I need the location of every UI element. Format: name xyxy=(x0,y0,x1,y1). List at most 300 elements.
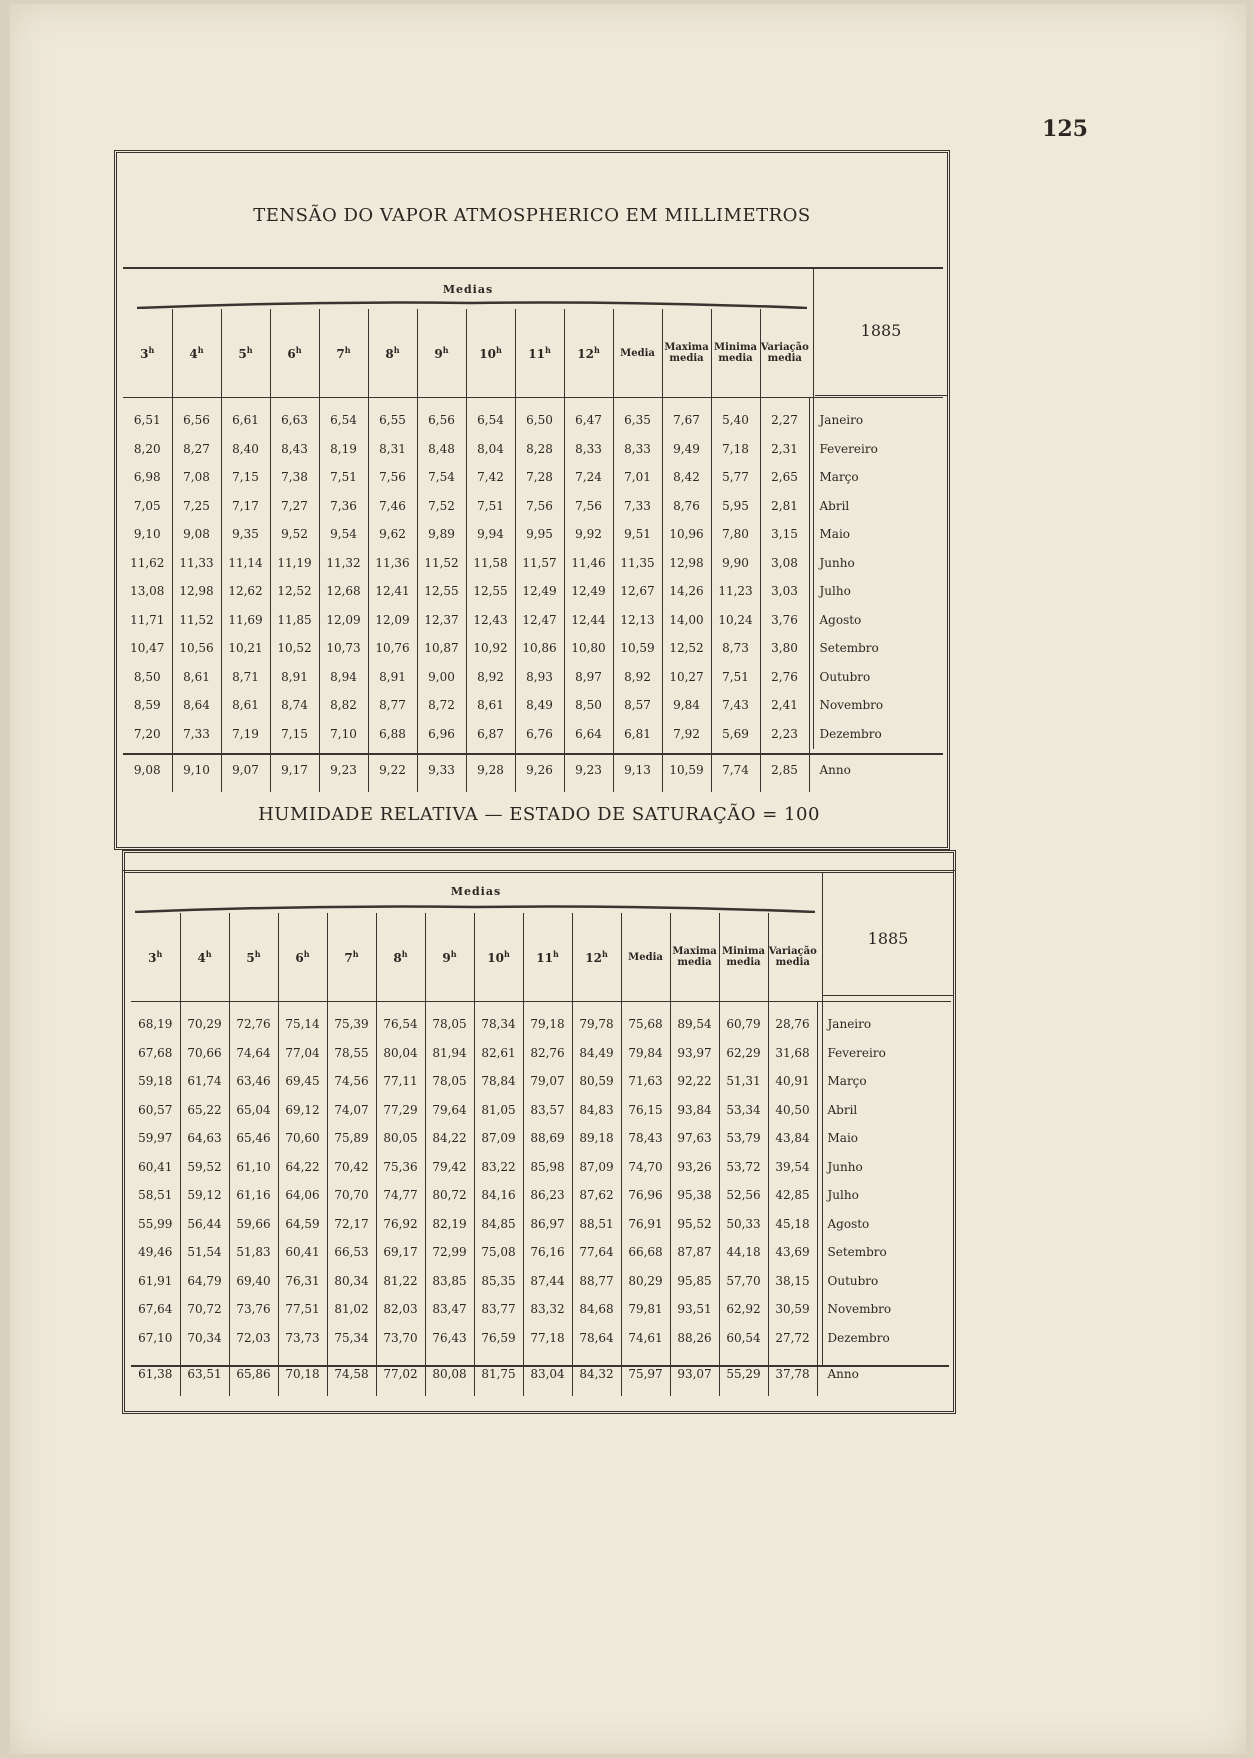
value-cell: 5,69 xyxy=(711,720,760,749)
table-row xyxy=(123,577,943,606)
value-cell: 8,61 xyxy=(221,691,270,720)
value-cell: 7,56 xyxy=(564,492,613,521)
value-cell: 9,54 xyxy=(319,520,368,549)
hour-header xyxy=(319,309,368,398)
value-cell: 7,92 xyxy=(662,720,711,749)
value-cell: 10,80 xyxy=(564,634,613,663)
scanned-page xyxy=(10,4,1246,1754)
value-cell: 12,09 xyxy=(368,606,417,635)
hour-value: 11 xyxy=(536,951,553,965)
value-cell: 7,18 xyxy=(711,435,760,464)
value-cell: 85,35 xyxy=(474,1267,523,1296)
value-cell: 8,97 xyxy=(564,663,613,692)
value-cell: 6,88 xyxy=(368,720,417,749)
value-cell: 7,51 xyxy=(711,663,760,692)
value-cell: 2,85 xyxy=(760,748,809,792)
value-cell: 38,15 xyxy=(768,1267,817,1296)
table-row xyxy=(131,1210,951,1239)
value-cell: 3,80 xyxy=(760,634,809,663)
stat-header-line: media xyxy=(718,353,753,364)
value-cell: 12,37 xyxy=(417,606,466,635)
value-cell: 76,59 xyxy=(474,1324,523,1353)
value-cell: 74,56 xyxy=(327,1067,376,1096)
value-cell: 65,86 xyxy=(229,1352,278,1396)
value-cell: 73,73 xyxy=(278,1324,327,1353)
value-cell: 84,22 xyxy=(425,1124,474,1153)
value-cell: 81,05 xyxy=(474,1096,523,1125)
value-cell: 12,62 xyxy=(221,577,270,606)
value-cell: 8,31 xyxy=(368,435,417,464)
table-row xyxy=(123,492,943,521)
value-cell: 59,66 xyxy=(229,1210,278,1239)
value-cell: 8,04 xyxy=(466,435,515,464)
table-row xyxy=(131,1010,951,1039)
hour-header xyxy=(221,309,270,398)
value-cell: 52,56 xyxy=(719,1181,768,1210)
value-cell: 51,31 xyxy=(719,1067,768,1096)
value-cell: 65,46 xyxy=(229,1124,278,1153)
title-rule xyxy=(123,267,943,269)
month-label: Setembro xyxy=(809,634,943,663)
value-cell: 7,33 xyxy=(172,720,221,749)
hour-suffix: h xyxy=(544,345,551,355)
value-cell: 70,18 xyxy=(278,1352,327,1396)
value-cell: 53,72 xyxy=(719,1153,768,1182)
table-row xyxy=(131,1295,951,1324)
value-cell: 8,76 xyxy=(662,492,711,521)
value-cell: 3,76 xyxy=(760,606,809,635)
value-cell: 7,33 xyxy=(613,492,662,521)
value-cell: 72,17 xyxy=(327,1210,376,1239)
table-row xyxy=(123,691,943,720)
value-cell: 75,97 xyxy=(621,1352,670,1396)
value-cell: 8,93 xyxy=(515,663,564,692)
value-cell: 63,51 xyxy=(180,1352,229,1396)
table-row xyxy=(131,1267,951,1296)
table-row xyxy=(123,634,943,663)
value-cell: 7,51 xyxy=(319,463,368,492)
value-cell: 12,52 xyxy=(270,577,319,606)
value-cell: 6,96 xyxy=(417,720,466,749)
value-cell: 82,19 xyxy=(425,1210,474,1239)
value-cell: 55,99 xyxy=(138,1216,173,1231)
value-cell: 79,07 xyxy=(523,1067,572,1096)
hour-suffix: h xyxy=(393,345,400,355)
value-cell: 74,58 xyxy=(327,1352,376,1396)
hour-suffix: h xyxy=(197,345,204,355)
stat-header-line: Media xyxy=(628,951,663,963)
value-cell: 11,14 xyxy=(221,549,270,578)
value-cell: 51,54 xyxy=(180,1238,229,1267)
value-cell: 5,95 xyxy=(711,492,760,521)
value-cell: 64,63 xyxy=(180,1124,229,1153)
value-cell: 93,07 xyxy=(670,1352,719,1396)
value-cell: 6,81 xyxy=(613,720,662,749)
value-cell: 74,77 xyxy=(376,1181,425,1210)
value-cell: 84,85 xyxy=(474,1210,523,1239)
value-cell: 7,52 xyxy=(417,492,466,521)
value-cell: 8,91 xyxy=(368,663,417,692)
value-cell: 9,22 xyxy=(368,748,417,792)
value-cell: 76,96 xyxy=(621,1181,670,1210)
value-cell: 61,38 xyxy=(138,1367,173,1381)
value-cell: 77,18 xyxy=(523,1324,572,1353)
value-cell: 9,94 xyxy=(466,520,515,549)
value-cell: 9,13 xyxy=(613,748,662,792)
value-cell: 71,63 xyxy=(621,1067,670,1096)
month-header xyxy=(809,309,943,398)
hour-header xyxy=(425,913,474,1002)
value-cell: 58,51 xyxy=(138,1188,173,1203)
page-number: 125 xyxy=(1042,116,1088,142)
value-cell: 10,92 xyxy=(466,634,515,663)
stat-header-line: media xyxy=(775,957,810,968)
value-cell: 9,33 xyxy=(417,748,466,792)
value-cell: 8,42 xyxy=(662,463,711,492)
value-cell: 8,33 xyxy=(613,435,662,464)
stat-header-line: media xyxy=(726,957,761,968)
hour-value: 12 xyxy=(577,347,594,361)
value-cell: 85,98 xyxy=(523,1153,572,1182)
table-row xyxy=(123,549,943,578)
header-row xyxy=(123,309,943,398)
table-row xyxy=(123,435,943,464)
value-cell: 75,68 xyxy=(621,1010,670,1039)
value-cell: 83,04 xyxy=(523,1352,572,1396)
value-cell: 61,10 xyxy=(229,1153,278,1182)
table2-bottom-rule xyxy=(131,1365,949,1367)
year-label: 1885 xyxy=(860,321,902,340)
value-cell: 8,28 xyxy=(515,435,564,464)
value-cell: 9,51 xyxy=(613,520,662,549)
stat-header xyxy=(719,913,768,1002)
table-row xyxy=(123,606,943,635)
value-cell: 6,56 xyxy=(417,406,466,435)
value-cell: 43,69 xyxy=(768,1238,817,1267)
value-cell: 75,14 xyxy=(278,1010,327,1039)
value-cell: 7,17 xyxy=(221,492,270,521)
value-cell: 7,51 xyxy=(466,492,515,521)
value-cell: 9,95 xyxy=(515,520,564,549)
value-cell: 87,09 xyxy=(474,1124,523,1153)
hour-suffix: h xyxy=(344,345,351,355)
month-label: Novembro xyxy=(809,691,943,720)
value-cell: 74,70 xyxy=(621,1153,670,1182)
value-cell: 76,15 xyxy=(621,1096,670,1125)
month-label: Dezembro xyxy=(817,1324,951,1353)
table-row xyxy=(131,1096,951,1125)
value-cell: 6,87 xyxy=(466,720,515,749)
stat-header xyxy=(768,913,817,1002)
value-cell: 11,52 xyxy=(172,606,221,635)
stat-header xyxy=(621,913,670,1002)
value-cell: 74,07 xyxy=(327,1096,376,1125)
value-cell: 7,15 xyxy=(221,463,270,492)
value-cell: 64,22 xyxy=(278,1153,327,1182)
value-cell: 12,68 xyxy=(319,577,368,606)
value-cell: 95,38 xyxy=(670,1181,719,1210)
value-cell: 44,18 xyxy=(719,1238,768,1267)
vapor-tension-title: TENSÃO DO VAPOR ATMOSPHERICO EM MILLIMETROS xyxy=(253,205,811,226)
month-label: Setembro xyxy=(817,1238,951,1267)
value-cell: 7,67 xyxy=(662,406,711,435)
value-cell: 6,63 xyxy=(270,406,319,435)
hour-suffix: h xyxy=(450,949,457,959)
hour-suffix: h xyxy=(148,345,155,355)
value-cell: 11,57 xyxy=(515,549,564,578)
hour-suffix: h xyxy=(442,345,449,355)
value-cell: 95,85 xyxy=(670,1267,719,1296)
value-cell: 69,12 xyxy=(278,1096,327,1125)
medias-label: Medias xyxy=(442,283,494,296)
value-cell: 13,08 xyxy=(130,584,165,599)
value-cell: 66,68 xyxy=(621,1238,670,1267)
value-cell: 83,32 xyxy=(523,1295,572,1324)
hour-suffix: h xyxy=(246,345,253,355)
month-label: Fevereiro xyxy=(817,1039,951,1068)
value-cell: 27,72 xyxy=(768,1324,817,1353)
table-row xyxy=(123,720,943,749)
value-cell: 84,49 xyxy=(572,1039,621,1068)
value-cell: 79,42 xyxy=(425,1153,474,1182)
value-cell: 75,34 xyxy=(327,1324,376,1353)
value-cell: 60,41 xyxy=(278,1238,327,1267)
value-cell: 40,50 xyxy=(768,1096,817,1125)
value-cell: 6,61 xyxy=(221,406,270,435)
value-cell: 70,66 xyxy=(180,1039,229,1068)
value-cell: 59,52 xyxy=(180,1153,229,1182)
value-cell: 8,72 xyxy=(417,691,466,720)
month-label: Janeiro xyxy=(809,406,943,435)
value-cell: 81,22 xyxy=(376,1267,425,1296)
month-label: Novembro xyxy=(817,1295,951,1324)
hour-header xyxy=(229,913,278,1002)
value-cell: 59,12 xyxy=(180,1181,229,1210)
value-cell: 11,23 xyxy=(711,577,760,606)
value-cell: 77,51 xyxy=(278,1295,327,1324)
value-cell: 8,33 xyxy=(564,435,613,464)
month-label: Agosto xyxy=(809,606,943,635)
value-cell: 83,57 xyxy=(523,1096,572,1125)
value-cell: 8,73 xyxy=(711,634,760,663)
value-cell: 10,47 xyxy=(130,641,165,656)
table-row xyxy=(131,1238,951,1267)
value-cell: 6,35 xyxy=(613,406,662,435)
value-cell: 80,05 xyxy=(376,1124,425,1153)
hour-suffix: h xyxy=(593,345,600,355)
value-cell: 12,43 xyxy=(466,606,515,635)
table-row xyxy=(131,1124,951,1153)
hour-value: 10 xyxy=(479,347,496,361)
value-cell: 53,34 xyxy=(719,1096,768,1125)
stat-header-line: Minima xyxy=(714,342,757,353)
value-cell: 82,61 xyxy=(474,1039,523,1068)
hour-header xyxy=(131,913,180,1002)
value-cell: 7,19 xyxy=(221,720,270,749)
value-cell: 37,78 xyxy=(768,1352,817,1396)
value-cell: 40,91 xyxy=(768,1067,817,1096)
value-cell: 88,26 xyxy=(670,1324,719,1353)
value-cell: 87,62 xyxy=(572,1181,621,1210)
value-cell: 95,52 xyxy=(670,1210,719,1239)
table-row xyxy=(131,1067,951,1096)
value-cell: 78,43 xyxy=(621,1124,670,1153)
value-cell: 87,09 xyxy=(572,1153,621,1182)
value-cell: 7,38 xyxy=(270,463,319,492)
vapor-tension-table xyxy=(123,309,943,792)
value-cell: 57,70 xyxy=(719,1267,768,1296)
value-cell: 7,28 xyxy=(515,463,564,492)
value-cell: 53,79 xyxy=(719,1124,768,1153)
month-label: Março xyxy=(817,1067,951,1096)
value-cell: 5,40 xyxy=(711,406,760,435)
hour-suffix: h xyxy=(205,949,212,959)
value-cell: 75,89 xyxy=(327,1124,376,1153)
value-cell: 9,35 xyxy=(221,520,270,549)
value-cell: 10,76 xyxy=(368,634,417,663)
month-label: Agosto xyxy=(817,1210,951,1239)
hour-suffix: h xyxy=(254,949,261,959)
hour-suffix: h xyxy=(295,345,302,355)
hour-suffix: h xyxy=(156,949,163,959)
humidity-table xyxy=(131,913,951,1396)
value-cell: 74,64 xyxy=(229,1039,278,1068)
value-cell: 67,64 xyxy=(138,1302,173,1317)
month-label: Maio xyxy=(809,520,943,549)
value-cell: 2,81 xyxy=(760,492,809,521)
value-cell: 8,77 xyxy=(368,691,417,720)
value-cell: 63,46 xyxy=(229,1067,278,1096)
value-cell: 39,54 xyxy=(768,1153,817,1182)
medias-label-2: Medias xyxy=(450,885,502,898)
value-cell: 93,84 xyxy=(670,1096,719,1125)
value-cell: 8,92 xyxy=(466,663,515,692)
month-label: Outubro xyxy=(809,663,943,692)
value-cell: 69,45 xyxy=(278,1067,327,1096)
month-label: Outubro xyxy=(817,1267,951,1296)
value-cell: 88,51 xyxy=(572,1210,621,1239)
month-label: Abril xyxy=(817,1096,951,1125)
hour-value: 11 xyxy=(528,347,545,361)
value-cell: 7,01 xyxy=(613,463,662,492)
value-cell: 81,94 xyxy=(425,1039,474,1068)
hour-value: 7 xyxy=(344,951,353,965)
value-cell: 6,76 xyxy=(515,720,564,749)
hour-header xyxy=(180,913,229,1002)
value-cell: 10,52 xyxy=(270,634,319,663)
value-cell: 61,16 xyxy=(229,1181,278,1210)
value-cell: 82,03 xyxy=(376,1295,425,1324)
value-cell: 11,69 xyxy=(221,606,270,635)
value-cell: 7,74 xyxy=(711,748,760,792)
value-cell: 93,51 xyxy=(670,1295,719,1324)
value-cell: 64,79 xyxy=(180,1267,229,1296)
hour-suffix: h xyxy=(495,345,502,355)
hour-value: 3 xyxy=(148,951,157,965)
value-cell: 11,58 xyxy=(466,549,515,578)
value-cell: 89,18 xyxy=(572,1124,621,1153)
value-cell: 79,78 xyxy=(572,1010,621,1039)
value-cell: 93,26 xyxy=(670,1153,719,1182)
value-cell: 9,07 xyxy=(221,748,270,792)
value-cell: 7,27 xyxy=(270,492,319,521)
value-cell: 2,41 xyxy=(760,691,809,720)
value-cell: 72,99 xyxy=(425,1238,474,1267)
value-cell: 92,22 xyxy=(670,1067,719,1096)
month-header xyxy=(817,913,951,1002)
stat-header-line: media xyxy=(669,353,704,364)
value-cell: 7,46 xyxy=(368,492,417,521)
value-cell: 2,23 xyxy=(760,720,809,749)
value-cell: 70,60 xyxy=(278,1124,327,1153)
value-cell: 59,97 xyxy=(138,1131,173,1146)
value-cell: 83,85 xyxy=(425,1267,474,1296)
value-cell: 9,52 xyxy=(270,520,319,549)
value-cell: 78,34 xyxy=(474,1010,523,1039)
value-cell: 76,31 xyxy=(278,1267,327,1296)
value-cell: 84,32 xyxy=(572,1352,621,1396)
hour-suffix: h xyxy=(601,949,608,959)
value-cell: 6,55 xyxy=(368,406,417,435)
value-cell: 73,76 xyxy=(229,1295,278,1324)
value-cell: 8,48 xyxy=(417,435,466,464)
hour-value: 5 xyxy=(238,347,247,361)
value-cell: 6,51 xyxy=(133,413,161,428)
value-cell: 12,98 xyxy=(172,577,221,606)
humidity-title: HUMIDADE RELATIVA — ESTADO DE SATURAÇÃO = 100 xyxy=(258,804,820,825)
value-cell: 89,54 xyxy=(670,1010,719,1039)
value-cell: 78,64 xyxy=(572,1324,621,1353)
value-cell: 9,89 xyxy=(417,520,466,549)
value-cell: 9,17 xyxy=(270,748,319,792)
medias-brace xyxy=(137,299,807,309)
table-row xyxy=(131,1181,951,1210)
value-cell: 9,10 xyxy=(172,748,221,792)
month-label: Abril xyxy=(809,492,943,521)
value-cell: 5,77 xyxy=(711,463,760,492)
value-cell: 79,64 xyxy=(425,1096,474,1125)
medias-brace-2 xyxy=(135,903,815,913)
value-cell: 10,24 xyxy=(711,606,760,635)
hour-value: 3 xyxy=(140,347,149,361)
hour-value: 4 xyxy=(197,951,206,965)
hour-header xyxy=(270,309,319,398)
value-cell: 78,05 xyxy=(425,1067,474,1096)
value-cell: 50,33 xyxy=(719,1210,768,1239)
value-cell: 6,47 xyxy=(564,406,613,435)
value-cell: 8,27 xyxy=(172,435,221,464)
value-cell: 70,42 xyxy=(327,1153,376,1182)
value-cell: 6,64 xyxy=(564,720,613,749)
value-cell: 78,05 xyxy=(425,1010,474,1039)
value-cell: 2,27 xyxy=(760,406,809,435)
value-cell: 69,17 xyxy=(376,1238,425,1267)
stat-header xyxy=(662,309,711,398)
value-cell: 2,31 xyxy=(760,435,809,464)
value-cell: 3,08 xyxy=(760,549,809,578)
value-cell: 62,29 xyxy=(719,1039,768,1068)
value-cell: 60,79 xyxy=(719,1010,768,1039)
value-cell: 7,80 xyxy=(711,520,760,549)
value-cell: 8,49 xyxy=(515,691,564,720)
value-cell: 70,70 xyxy=(327,1181,376,1210)
value-cell: 84,68 xyxy=(572,1295,621,1324)
value-cell: 10,59 xyxy=(662,748,711,792)
value-cell: 11,71 xyxy=(130,612,165,627)
value-cell: 11,35 xyxy=(613,549,662,578)
value-cell: 8,64 xyxy=(172,691,221,720)
value-cell: 9,26 xyxy=(515,748,564,792)
